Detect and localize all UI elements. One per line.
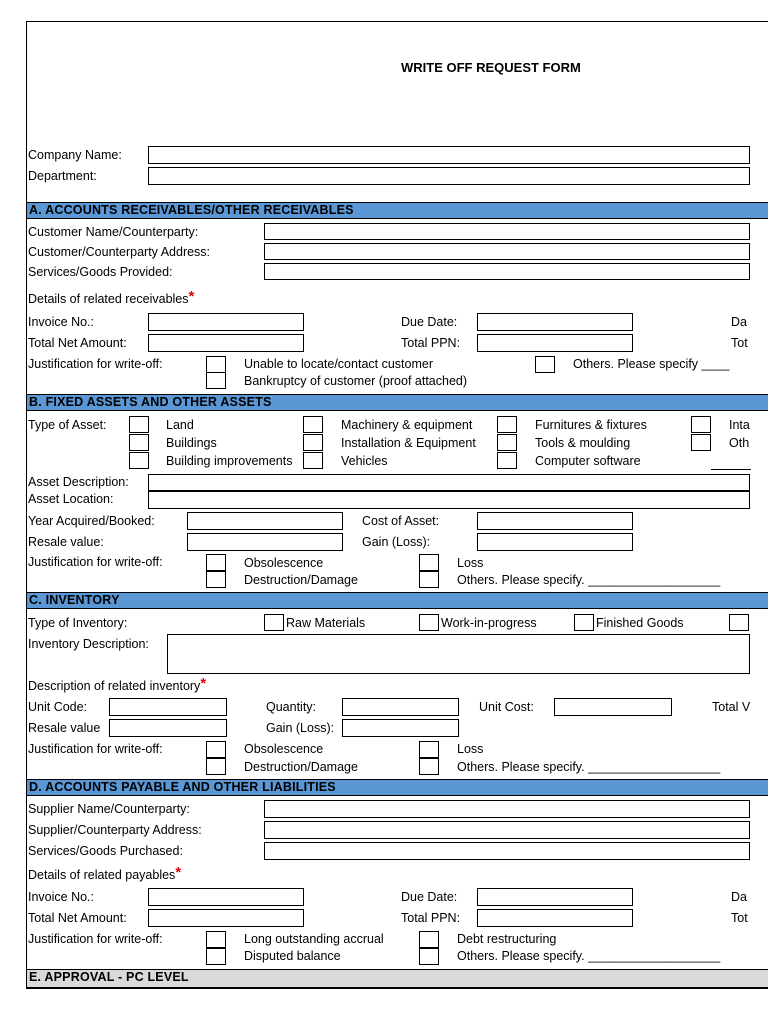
machinery-label: Machinery & equipment xyxy=(341,418,473,432)
bankruptcy-checkbox[interactable] xyxy=(206,372,226,389)
vehicles-label: Vehicles xyxy=(341,454,388,468)
inventory-description-label: Inventory Description: xyxy=(28,637,149,651)
other-asset-checkbox[interactable] xyxy=(691,434,711,451)
asset-others-label: Others. Please specify. ___________________ xyxy=(457,573,721,587)
customer-name-field[interactable] xyxy=(264,223,750,240)
other-asset-underline xyxy=(711,469,751,470)
company-name-field[interactable] xyxy=(148,146,750,164)
asset-location-label: Asset Location: xyxy=(28,492,114,506)
year-acquired-field[interactable] xyxy=(187,512,343,530)
required-asterisk: * xyxy=(200,675,207,692)
services-purchased-field[interactable] xyxy=(264,842,750,860)
payable-others-label: Others. Please specify. ___________________ xyxy=(457,949,721,963)
buildings-label: Buildings xyxy=(166,436,217,450)
unit-code-label: Unit Code: xyxy=(28,700,88,714)
raw-materials-checkbox[interactable] xyxy=(264,614,284,631)
disputed-balance-checkbox[interactable] xyxy=(206,948,226,965)
inventory-obsolescence-label: Obsolescence xyxy=(244,742,324,756)
supplier-name-label: Supplier Name/Counterparty: xyxy=(28,802,190,816)
asset-location-field[interactable] xyxy=(148,491,750,509)
payables-details-label: Details of related payables* xyxy=(28,864,182,882)
tools-label: Tools & moulding xyxy=(535,436,631,450)
type-of-inventory-label: Type of Inventory: xyxy=(28,616,128,630)
inventory-destruction-label: Destruction/Damage xyxy=(244,760,358,774)
resale-value-label: Resale value: xyxy=(28,535,104,549)
unit-cost-field[interactable] xyxy=(554,698,672,716)
software-label: Computer software xyxy=(535,454,641,468)
others-checkbox[interactable] xyxy=(535,356,555,373)
raw-materials-label: Raw Materials xyxy=(286,616,366,630)
inventory-others-checkbox[interactable] xyxy=(419,758,439,775)
section-b-header: B. FIXED ASSETS AND OTHER ASSETS xyxy=(27,394,768,411)
tools-checkbox[interactable] xyxy=(497,434,517,451)
services-purchased-label: Services/Goods Purchased: xyxy=(28,844,183,858)
department-field[interactable] xyxy=(148,167,750,185)
services-provided-label: Services/Goods Provided: xyxy=(28,265,173,279)
company-name-label: Company Name: xyxy=(28,148,122,162)
finished-goods-checkbox[interactable] xyxy=(574,614,594,631)
services-provided-field[interactable] xyxy=(264,263,750,280)
asset-others-checkbox[interactable] xyxy=(419,571,439,588)
quantity-field[interactable] xyxy=(342,698,459,716)
date-label-truncated: Da xyxy=(731,315,747,329)
cost-of-asset-label: Cost of Asset: xyxy=(362,514,440,528)
machinery-checkbox[interactable] xyxy=(303,416,323,433)
due-date-field[interactable] xyxy=(477,313,633,331)
total-value-label-truncated: Total V xyxy=(712,700,751,714)
long-outstanding-checkbox[interactable] xyxy=(206,931,226,948)
payable-invoice-no-field[interactable] xyxy=(148,888,304,906)
asset-justification-label: Justification for write-off: xyxy=(28,555,163,569)
gain-loss-label: Gain (Loss): xyxy=(362,535,431,549)
building-improvements-label: Building improvements xyxy=(166,454,293,468)
required-asterisk: * xyxy=(175,864,182,881)
long-outstanding-label: Long outstanding accrual xyxy=(244,932,384,946)
obsolescence-checkbox[interactable] xyxy=(206,554,226,571)
inventory-resale-field[interactable] xyxy=(109,719,227,737)
gain-loss-field[interactable] xyxy=(477,533,633,551)
department-label: Department: xyxy=(28,169,97,183)
inventory-obsolescence-checkbox[interactable] xyxy=(206,741,226,758)
receivables-details-label: Details of related receivables* xyxy=(28,288,195,306)
debt-restructuring-label: Debt restructuring xyxy=(457,932,557,946)
inventory-description-field[interactable] xyxy=(167,634,750,674)
wip-label: Work-in-progress xyxy=(441,616,537,630)
loss-checkbox[interactable] xyxy=(419,554,439,571)
installation-checkbox[interactable] xyxy=(303,434,323,451)
software-checkbox[interactable] xyxy=(497,452,517,469)
customer-address-label: Customer/Counterparty Address: xyxy=(28,245,211,259)
furnitures-checkbox[interactable] xyxy=(497,416,517,433)
furnitures-label: Furnitures & fixtures xyxy=(535,418,647,432)
total-net-amount-label: Total Net Amount: xyxy=(28,336,127,350)
total-net-amount-field[interactable] xyxy=(148,334,304,352)
loss-label: Loss xyxy=(457,556,484,570)
land-label: Land xyxy=(166,418,194,432)
inventory-justification-label: Justification for write-off: xyxy=(28,742,163,756)
supplier-address-field[interactable] xyxy=(264,821,750,839)
asset-description-label: Asset Description: xyxy=(28,475,129,489)
payable-total-ppn-label: Total PPN: xyxy=(401,911,461,925)
vehicles-checkbox[interactable] xyxy=(303,452,323,469)
payable-due-date-label: Due Date: xyxy=(401,890,458,904)
customer-address-field[interactable] xyxy=(264,243,750,260)
inventory-gain-field[interactable] xyxy=(342,719,459,737)
supplier-name-field[interactable] xyxy=(264,800,750,818)
destruction-label: Destruction/Damage xyxy=(244,573,358,587)
others-label: Others. Please specify ____ xyxy=(573,357,730,371)
asset-description-field[interactable] xyxy=(148,474,750,491)
supplier-address-label: Supplier/Counterparty Address: xyxy=(28,823,202,837)
intangible-checkbox[interactable] xyxy=(691,416,711,433)
installation-label: Installation & Equipment xyxy=(341,436,476,450)
form-title: WRITE OFF REQUEST FORM xyxy=(401,60,581,75)
payable-total-ppn-field[interactable] xyxy=(477,909,633,927)
destruction-checkbox[interactable] xyxy=(206,571,226,588)
cost-of-asset-field[interactable] xyxy=(477,512,633,530)
other-inventory-checkbox[interactable] xyxy=(729,614,749,631)
building-improvements-checkbox[interactable] xyxy=(129,452,149,469)
justification-label: Justification for write-off: xyxy=(28,357,163,371)
total-ppn-field[interactable] xyxy=(477,334,633,352)
payable-due-date-field[interactable] xyxy=(477,888,633,906)
type-of-asset-label: Type of Asset: xyxy=(28,418,107,432)
disputed-balance-label: Disputed balance xyxy=(244,949,341,963)
inventory-loss-checkbox[interactable] xyxy=(419,741,439,758)
inventory-resale-label: Resale value xyxy=(28,721,101,735)
section-a-header: A. ACCOUNTS RECEIVABLES/OTHER RECEIVABLES xyxy=(27,202,768,219)
debt-restructuring-checkbox[interactable] xyxy=(419,931,439,948)
buildings-checkbox[interactable] xyxy=(129,434,149,451)
inventory-others-label: Others. Please specify. ___________________ xyxy=(457,760,721,774)
wip-checkbox[interactable] xyxy=(419,614,439,631)
inventory-loss-label: Loss xyxy=(457,742,484,756)
unit-cost-label: Unit Cost: xyxy=(479,700,534,714)
section-d-header: D. ACCOUNTS PAYABLE AND OTHER LIABILITIES xyxy=(27,779,768,796)
total-label-truncated: Tot xyxy=(731,336,748,350)
inventory-gain-label: Gain (Loss): xyxy=(266,721,335,735)
invoice-no-label: Invoice No.: xyxy=(28,315,95,329)
unit-code-field[interactable] xyxy=(109,698,227,716)
payable-justification-label: Justification for write-off: xyxy=(28,932,163,946)
section-c-header: C. INVENTORY xyxy=(27,592,768,609)
payable-date-label-truncated: Da xyxy=(731,890,747,904)
unable-to-locate-label: Unable to locate/contact customer xyxy=(244,357,433,371)
other-asset-label-truncated: Oth xyxy=(729,436,750,450)
section-e-header: E. APPROVAL - PC LEVEL xyxy=(27,969,768,988)
customer-name-label: Customer Name/Counterparty: xyxy=(28,225,199,239)
inventory-destruction-checkbox[interactable] xyxy=(206,758,226,775)
due-date-label: Due Date: xyxy=(401,315,458,329)
land-checkbox[interactable] xyxy=(129,416,149,433)
payable-total-net-label: Total Net Amount: xyxy=(28,911,127,925)
inventory-details-label: Description of related inventory* xyxy=(28,675,207,693)
payable-total-net-field[interactable] xyxy=(148,909,304,927)
year-acquired-label: Year Acquired/Booked: xyxy=(28,514,155,528)
obsolescence-label: Obsolescence xyxy=(244,556,324,570)
payable-invoice-no-label: Invoice No.: xyxy=(28,890,95,904)
quantity-label: Quantity: xyxy=(266,700,317,714)
invoice-no-field[interactable] xyxy=(148,313,304,331)
required-asterisk: * xyxy=(188,288,195,305)
finished-goods-label: Finished Goods xyxy=(596,616,684,630)
total-ppn-label: Total PPN: xyxy=(401,336,461,350)
bankruptcy-label: Bankruptcy of customer (proof attached) xyxy=(244,374,468,388)
payable-total-label-truncated: Tot xyxy=(731,911,748,925)
intangible-label-truncated: Inta xyxy=(729,418,750,432)
resale-value-field[interactable] xyxy=(187,533,343,551)
payable-others-checkbox[interactable] xyxy=(419,948,439,965)
unable-to-locate-checkbox[interactable] xyxy=(206,356,226,373)
